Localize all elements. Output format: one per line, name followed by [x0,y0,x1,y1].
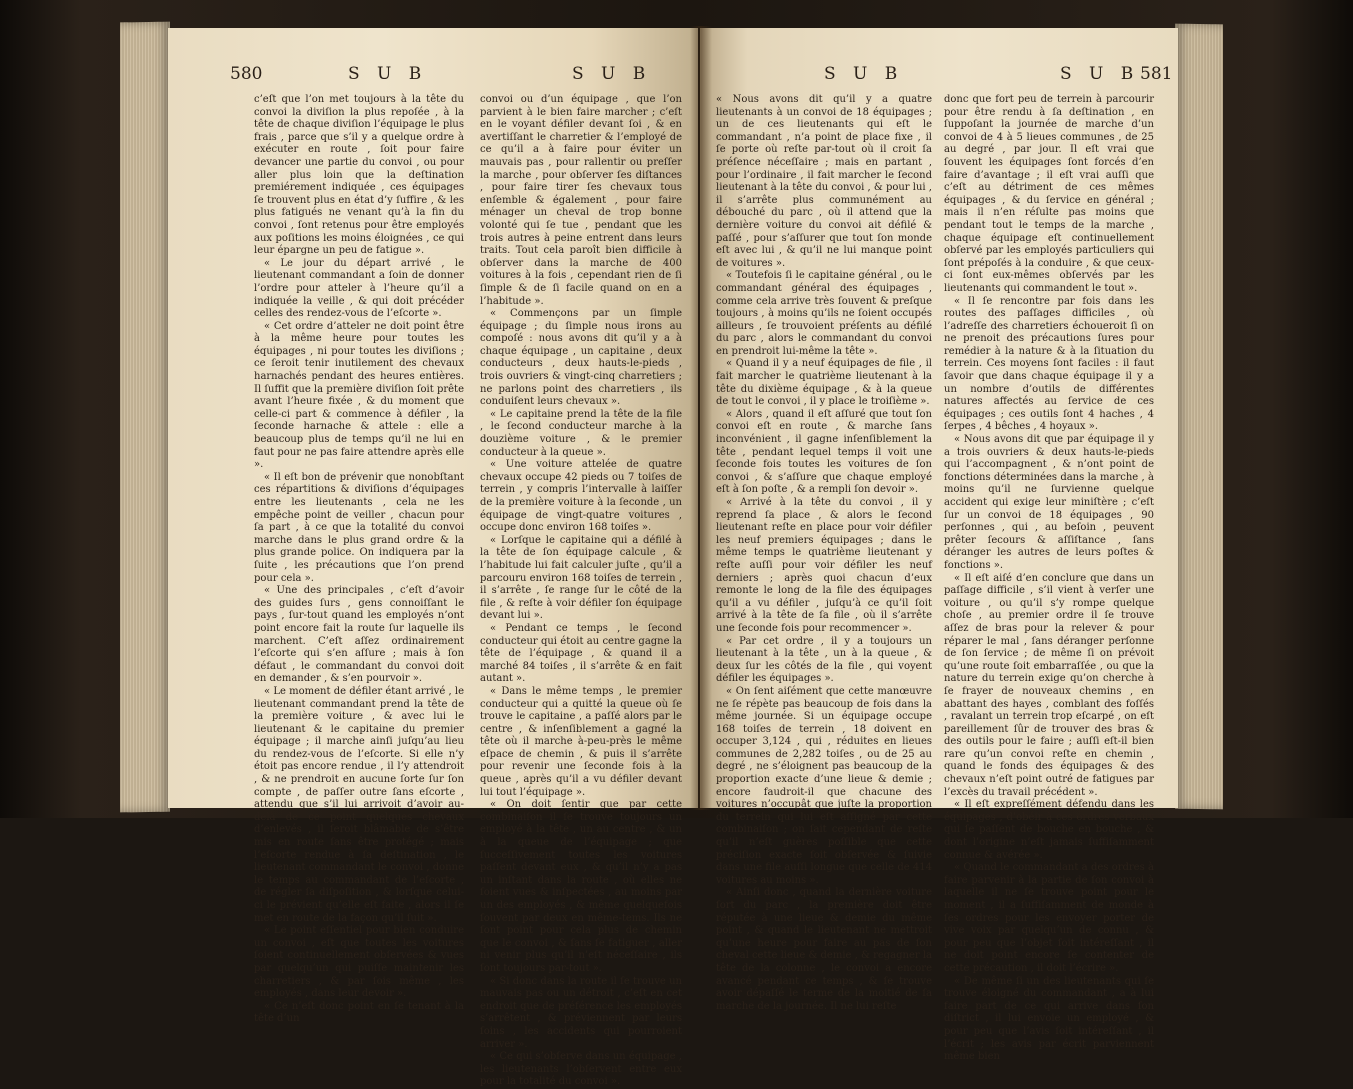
paragraph: « Quand il y a neuf équipages de file , il fait marcher le quatrième lieutenant à la tête du dixième équipage , & à la queue de tout le convoi , il y place le troiſième ». [716,358,932,408]
running-title: S U B [572,64,652,84]
left-page [168,28,698,1088]
page-number: 581 [1140,64,1173,84]
paragraph: « Cet ordre d’atteler ne doit point être à la même heure pour toutes les équipages , ni pour toutes les diviſions ; ce ſeroit tenir inutilement des chevaux harnachés pendant des heures entières. Il ſuffit que la première diviſion ſoit prête avant l’heure fixée , & du moment que celle-ci part & commence à défiler , la ſeconde harnache & attele : elle a beaucoup plus de temps qu’il ne lui en faut pour ne pas faire attendre après elle ». [254,320,464,471]
running-title: S U B [1060,64,1140,84]
paragraph: « On doit ſentir que par cette combinaiſon il ſe trouve toujours un employé à la tête , un au centre , & un à la queue de l’équipage ; que ſucceſſivement toutes les voitures paſſent devant eux , & qu’il n’y a pas un inſtant dans la route , où elles ne ſoient vues & inſpectées , au moins par un des employés , & même quelquefois ſouvent par deux en même-tems. Ils ne ſont point pour cela plus de chemin que le convoi , & ſans ſe fatiguer , aller ni venir plus qu’il n’eſt néceſſaire , ils ſont toujours par-tout ». [480,799,682,974]
paragraph: « Il eſt aiſé d’en conclure que dans un paſſage difficile , s’il vient à verſer une voiture , ou qu’il s’y rompe quelque choſe , au premier ordre il ſe trouve aſſez de bras pour la relever & pour réparer le mal , ſans déranger perſonne de ſon ſervice ; de même ſi on prévoit qu’une route ſoit embarraſſée , ou que la nature du terrein exige qu’on cherche à ſe frayer de nouveaux chemins , en abattant des hayes , comblant des foſſés , ravalant un terrein trop eſcarpé , on eſt pareillement ſûr de trouver des bras & des outils pour le faire ; auſſi eſt-il bien rare qu’un convoi reſte en chemin , quand le fonds des équipages & des chevaux n’eſt point outré de fatigues par l’excès du travail précédent ». [944,572,1154,798]
text-column [944,94,1154,1063]
paragraph: « Ainſi donc , quand la dernière voiture ſort du parc , la première doit être réputée à une lieue & demie du même point , & quand le lieutenant ne mettroit qu’une heure pour faire au pas de ſon cheval cette lieue & demie , & regagner la tête de la colonne , le convoi a encore avancé pendant ce temps , & ſe trouve avoir dépaſſé le terme de la moitié de ſa marche de la journée. Il ne lui reſte [716,887,933,1012]
paragraph: « Arrivé à la tête du convoi , il y reprend ſa place , & alors le ſecond lieutenant reſte en place pour voir défiler les neuf premiers équipages ; dans le même temps le quatrième lieutenant y reſte auſſi pour voir défiler les neuf derniers ; après quoi chacun d’eux remonte le long de la file des équipages qu’il a vu défiler , juſqu’à ce qu’il ſoit arrivé à la tête de ſa file , où il s’arrête une ſeconde fois pour recommencer ». [716,497,932,634]
paragraph: « Le moment de défiler étant arrivé , le lieutenant commandant prend la tête de la première voiture , & avec lui le lieutenant & le capitaine du premier équipage ; il marche ainſi juſqu’au lieu du rendez-vous de l’eſcorte. Si elle n’y étoit pas encore rendue , il l’y attendroit , & ne prendroit en aucune ſorte ſur ſon compte , de paſſer outre ſans eſcorte , attendu que s’il lui arrivoit d’avoir au-delà de ce point quelques chevaux d’enlevés , il ſeroit blâmable de s’être mis en route ſans être protégé ; mais l’eſcorte rendue à ſa deſtination , le lieutenant commandant le convoi , donne le temps au commandant de l’eſcorte , de régler ſa diſpoſition , & lorſque celui-ci le prévient qu’elle eſt faite , alors il ſe met en route de la façon qu’il ſuit ». [254,685,464,924]
left-running-head [230,64,680,90]
text-column [254,94,464,1025]
paragraph: « Nous avons dit que par équipage il y a trois ouvriers & deux hauts-le-pieds qui l’accompagnent , & n’ont point de fonctions déterminées dans la marche , à moins qu’il ne ſurvienne quelque accident qui exige leur miniſtère ; c’eſt ſur un convoi de 18 équipages , 90 perſonnes , qui , au beſoin , peuvent prêter ſecours & aſſiſtance , ſans déranger les autres de leurs poſtes & fonctions ». [944,434,1154,571]
paragraph: « Le point eſſentiel pour bien conduire un convoi , eſt que toutes les voitures ſoient continuellement obſervées & vues par quelqu’un qui puiſſe maintenir les charretiers , & par ſois même , les employés , dans leur devoir ». [254,925,464,1000]
right-running-head [720,64,1173,90]
paragraph: « Ce n’eſt donc point en ſe tenant à la tête d’un [254,1000,464,1025]
paragraph: « Il eſt bon de prévenir que nonobſtant ces répartitions & diviſions d’équipages entre les lieutenants , cela ne les empêche point de veiller , chacun pour ſa part , à ce que la totalité du convoi marche dans le plus grand ordre & la plus grande police. On indiquera par la ſuite , les précautions que l’on prend pour cela ». [254,471,464,584]
paragraph: convoi ou d’un équipage , que l’on parvient à le bien faire marcher ; c’eſt en le voyant défiler devant ſoi , & en avertiſſant le charretier & l’employé de ce qu’il a à faire pour éviter un mauvais pas , pour rallentir ou preſſer la marche , pour obſerver ſes diſtances , pour faire tirer ſes chevaux tous enſemble & également , pour faire ménager un cheval de trop bonne volonté qui ſe tue , pendant que les trois autres à peine entrent dans leurs traits. Tout cela paroît bien difficile à obſerver dans la marche de 400 voitures à la fois , cependant rien de ſi ſimple & de ſi facile quand on en a l’habitude ». [480,94,682,307]
paragraph: « Par cet ordre , il y a toujours un lieutenant à la tête , un à la queue , & deux ſur les côtés de la file , qui voyent défiler les équipages ». [716,635,932,685]
paragraph: « Commençons par un ſimple équipage ; du ſimple nous irons au compoſé : nous avons dit qu’il y a à chaque équipage , un capitaine , deux conducteurs , deux hauts-le-pieds , trois ouvriers & vingt-cinq charretiers ; ne parlons point des charretiers , ils conduiſent leurs chevaux ». [480,308,682,408]
running-title: S U B [824,64,904,84]
paragraph: « Une des principales , c’eſt d’avoir des guides ſurs , gens connoiſſant le pays , ſur-tout quand les employés n’ont point encore fait la route ſur laquelle ils marchent. C’eſt aſſez ordinairement l’eſcorte qui s’en aſſure ; mais à ſon défaut , le commandant du convoi doit en demander , & s’en pourvoir ». [254,585,464,685]
page-number: 580 [230,64,263,84]
paragraph: « Toutefois ſi le capitaine général , ou le commandant général des équipages , comme cela arrive très ſouvent & preſque toujours , à moins qu’ils ne ſoient occupés ailleurs , ſe trouvoient préſents au défilé du parc , alors le commandant du convoi en prendroit lui-même la tête ». [716,270,932,357]
paragraph: « Ce qui s’obſerve dans un équipage , les lieutenants l’obſervent entre eux pour la totalité du convoi ». [480,1051,682,1088]
book-gutter [690,26,712,810]
left-page-edges [120,22,170,813]
paragraph: « Il ſe rencontre par fois dans les routes des paſſages difficiles , où l’adreſſe des charretiers échoueroit ſi on ne prenoit des précautions ſures pour remédier à la nature & à la ſituation du terrein. Ces moyens ſont faciles : il faut ſavoir que dans chaque équipage il y a un nombre d’outils de différentes natures affectés au ſervice de ces équipages ; ces outils ſont 4 haches , 4 ſerpes , 4 bêches , 4 hoyaux ». [944,295,1154,433]
paragraph: « Nous avons dit qu’il y a quatre lieutenants à un convoi de 18 équipages ; un de ces lieutenants qui eſt le commandant , n’a point de place fixe , il ſe porte où reſte par-tout où il croit ſa préſence néceſſaire ; mais en partant , pour l’ordinaire , il fait marcher le ſecond lieutenant à la tête du convoi , & pour lui , il s’arrête plus communément au débouché du parc , où il attend que la dernière voiture du convoi ait défilé & paſſé , pour s’aſſurer que tout ſon monde eſt avec lui , & qu’il ne lui manque point de voitures ». [716,94,932,269]
running-title: S U B [348,64,428,84]
paragraph: « Quand le commandant a des ordres à faire parvenir à la partie de ſon convoi à laquelle il ne ſe trouve point pour le moment , il a ſuffiſamment de monde à ſes ordres pour les envoyer porter de vive voix par quelqu’un de connu , & pour peu que l’objet ſoit intéreſſant , il ne doit point encore ſe contenter de cette précaution , il doit l’écrire ». [944,862,1154,974]
paragraph: « Le capitaine prend la tête de la file , le ſecond conducteur marche à la douzième voiture , & le premier conducteur à la queue ». [480,408,682,458]
right-page [700,28,1178,1063]
paragraph: « Alors , quand il eſt aſſuré que tout ſon convoi eſt en route , & marche ſans inconvénient , il gagne inſenſiblement la tête , pendant lequel temps il voit une ſeconde fois toutes les voitures de ſon convoi , & s’aſſure que chaque employé eſt à ſon poſte , & a rempli ſon devoir ». [716,408,932,496]
paragraph: c’eſt que l’on met toujours à la tête du convoi la diviſion la plus repoſée , à la tête de chaque diviſion l’équipage le plus frais , parce que s’il y a quelque ordre à exécuter en route , ſoit pour faire devancer une partie du convoi , ou pour aller plus loin que la deſtination premiérement indiquée , ces équipages ſe trouvent plus en état d’y ſuffire , & les plus fatigués ne venant qu’à la fin du convoi , ſont retenus pour être employés aux poſitions les moins éloignées , ce qui leur épargne un peu de fatigue ». [254,94,464,257]
paragraph: « Une voiture attelée de quatre chevaux occupe 42 pieds ou 7 toiſes de terrein , y compris l’intervalle à laiſſer de la première voiture à la ſeconde , un équipage de vingt-quatre voitures , occupe donc environ 168 toiſes ». [480,459,682,534]
paragraph: « Il eſt expreſſément défendu dans les équipages , d’obéir à ces ordres verbaux qui ſe paſſent de bouche en bouche , & dont l’origine n’eſt jamais ſuffiſamment connue & avérée ». [944,799,1154,861]
paragraph: « Lorſque le capitaine qui a défilé à la tête de ſon équipage calcule , & l’habitude lui fait calculer juſte , qu’il a parcouru environ 168 toiſes de terrein , il s’arrête , ſe range ſur le côté de la file , & reſte à voir défiler ſon équipage devant lui ». [480,534,682,622]
right-page-edges [1175,24,1223,810]
paragraph: « Le jour du départ arrivé , le lieutenant commandant a ſoin de donner l’ordre pour atteler à l’heure qu’il a indiquée la veille , & qui doit précéder celles des rendez-vous de l’eſcorte ». [254,257,464,320]
paragraph: « Pendant ce temps , le ſecond conducteur qui étoit au centre gagne la tête de l’équipage , & quand il a marché 84 toiſes , il s’arrête & en fait autant ». [480,622,682,685]
text-column [716,94,933,1012]
paragraph: « Si donc dans la route il ſe trouve un mauvais pas ou un détroit , c’eſt en cet endroit que de préférence les employés s’arrêtent , & préviennent par leurs ſoins , les accidents qui pourroient arriver ». [480,975,682,1050]
paragraph: « De même ſi un des lieutenants qui ſe trouve éloigné du commandant , a à lui faire part de ce qui arrive dans ſon diſtrict , il lui envoie un employé , & pour peu que l’avis ſoit intéreſſant , il l’écrit ; les avis par écrit parviennent même bien [944,975,1154,1063]
paragraph: « On ſent aiſément que cette manœuvre ne ſe répète pas beaucoup de fois dans la même journée. Si un équipage occupe 168 toiſes de terrein , 18 doivent en occuper 3,124 , qui , réduites en lieues communes de 2,282 toiſes , ou de 25 au degré , ne s’éloignent pas beaucoup de la proportion exacte d’une lieue & demie ; encore faudroit-il que chacune des voitures n’occupât que juſte la proportion du terrein qui lui eſt aſſigné par cette combinaiſon ; on ſait cependant de reſte qu’il n’eſt guères poſſible que cette préciſion exacte ſoit obſervée & ſuivie dans une file auſſi longue que celle de 414 voitures au moins ». [716,685,932,886]
text-column [480,94,682,1088]
paragraph: « Dans le même temps , le premier conducteur qui a quitté la queue où ſe trouve le capitaine , a paſſé alors par le centre , & inſenſiblement a gagné la tête où il marche à-peu-près le même eſpace de chemin , & puis il s’arrête pour revenir une ſeconde fois à la queue , après qu’il a vu défiler devant lui tout l’équipage ». [480,685,682,798]
paragraph: donc que fort peu de terrein à parcourir pour être rendu à ſa deſtination , en ſuppoſant la journée de marche d’un convoi de 4 à 5 lieues communes , de 25 au degré , par jour. Il eſt vrai que ſouvent les équipages ſont forcés d’en faire d’avantage ; il eſt vrai auſſi que c’eſt au détriment de ces mêmes équipages , & du ſervice en général ; mais il n’en réſulte pas moins que pendant tout le temps de la marche , chaque équipage eſt continuellement obſervé par les employés particuliers qui ſont prépoſés à la conduire , & que ceux-ci ſont eux-mêmes obſervés par les lieutenants qui commandent le tout ». [944,94,1154,294]
